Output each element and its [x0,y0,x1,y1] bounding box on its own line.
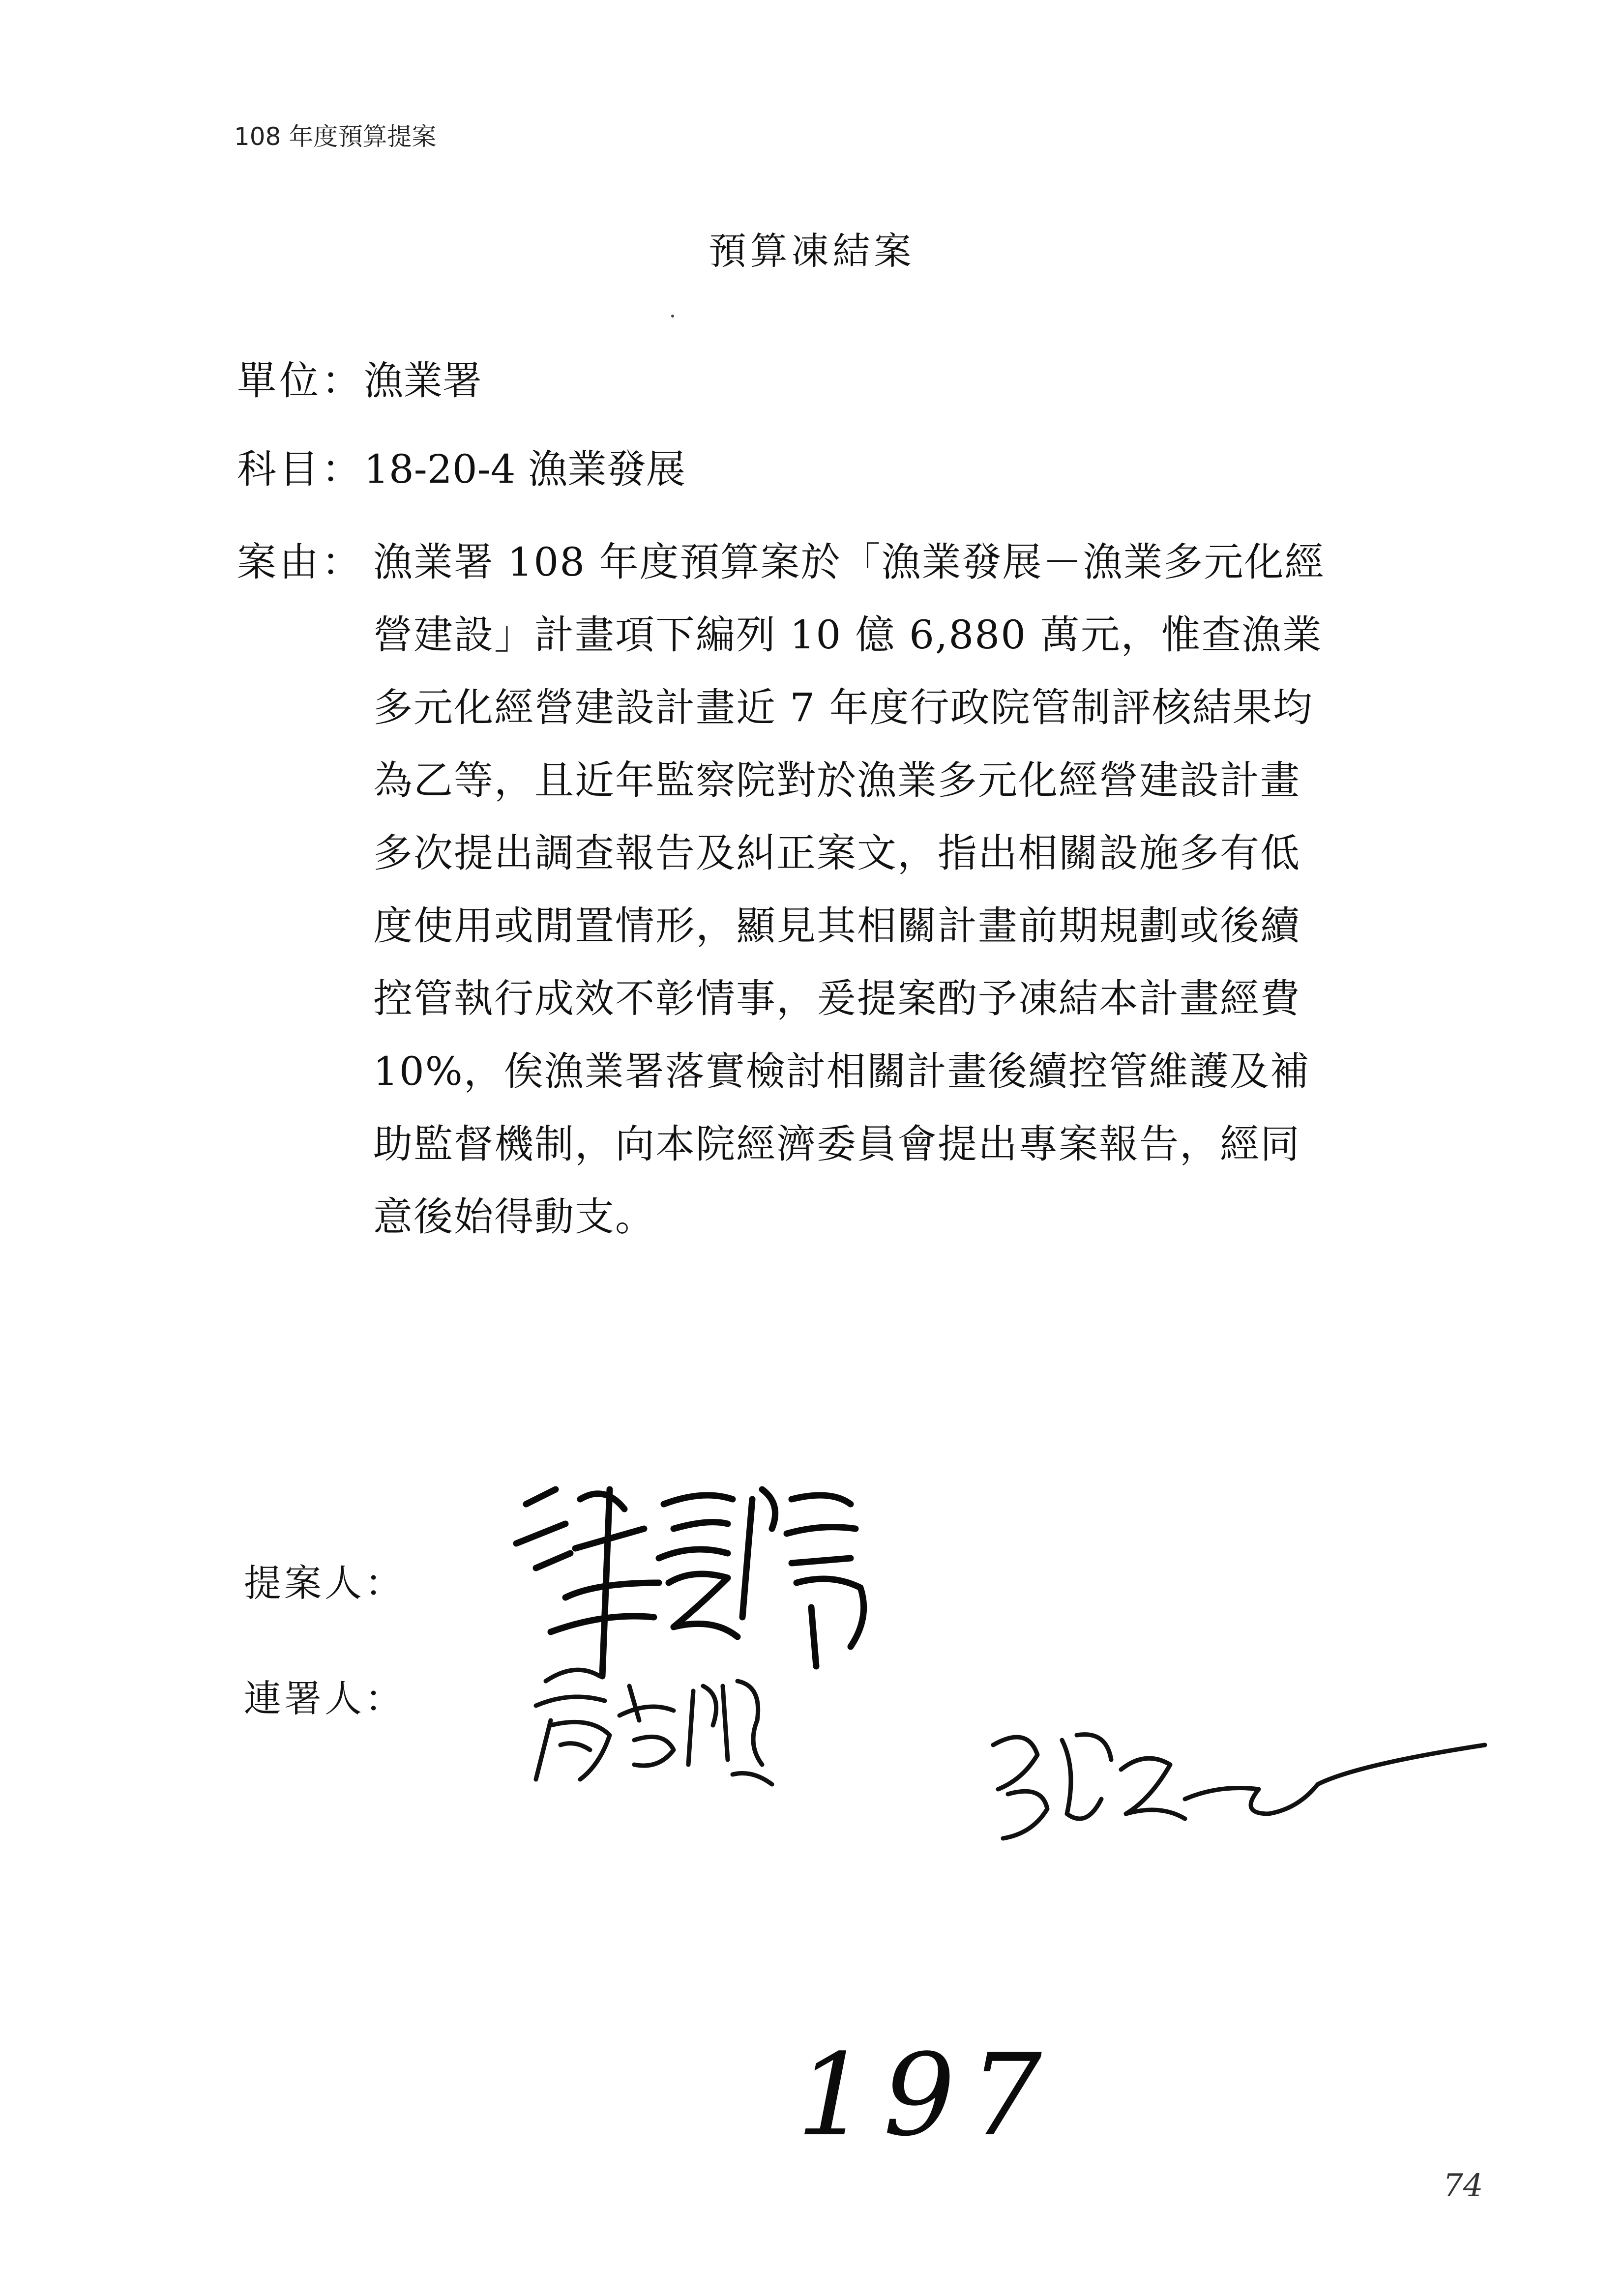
scan-speck [671,315,674,318]
reason-line: 漁業署 108 年度預算案於「漁業發展－漁業多元化經 [373,539,1325,585]
subject-label: 科目： [237,446,364,492]
reason-line: 度使用或閒置情形，顯見其相關計畫前期規劃或後續 [373,903,1300,949]
cosigner-signature-1 [516,1652,792,1799]
reason-line: 10%，俟漁業署落實檢討相關計畫後續控管維護及補 [373,1048,1310,1094]
proposer-label: 提案人： [244,1561,405,1605]
reason-line: 營建設」計畫項下編列 10 億 6,880 萬元，惟查漁業 [373,612,1323,658]
reason-label: 案由： [237,539,364,585]
reason-line: 為乙等，且近年監察院對於漁業多元化經營建設計畫 [373,757,1300,803]
reason-line: 助監督機制，向本院經濟委員會提出專案報告，經同 [373,1121,1300,1167]
cosigner-label: 連署人： [244,1677,405,1720]
reason-line: 意後始得動支。 [373,1194,655,1240]
reason-line: 多元化經營建設計畫近 7 年度行政院管制評核結果均 [373,685,1313,730]
document-title: 預算凍結案 [709,229,915,273]
unit-field [237,349,482,406]
subject-value: 18-20-4 漁業發展 [364,446,685,492]
reason-line: 控管執行成效不彰情事，爰提案酌予凍結本計畫經費 [373,976,1300,1021]
cosigner-signature-2 [964,1701,1495,1863]
header-tag: 108 年度預算提案 [234,122,437,151]
page-number: 197 [797,2030,1057,2161]
unit-label: 單位： [237,358,364,404]
unit-value: 漁業署 [364,358,482,404]
reason-line: 多次提出調查報告及糾正案文，指出相關設施多有低 [373,830,1300,876]
corner-mark: 74 [1443,2168,1483,2204]
subject-field [237,437,685,494]
